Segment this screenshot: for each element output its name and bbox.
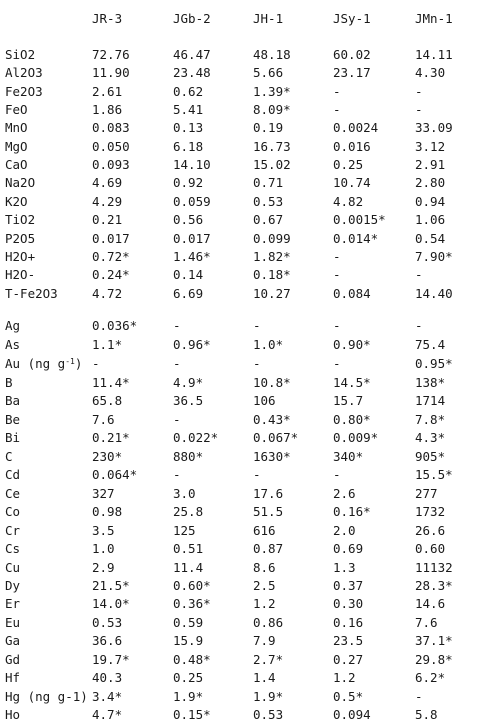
row-label: Fe2O3 — [5, 83, 43, 99]
cell-jgb2: 0.96* — [173, 337, 211, 353]
cell-jr3: 0.53 — [92, 614, 123, 630]
cell-jsy1: 0.084 — [333, 285, 371, 301]
cell-jsy1: 0.16 — [333, 614, 364, 630]
cell-jh1: 2.5 — [253, 577, 276, 593]
cell-jr3: 0.064* — [92, 467, 138, 483]
row-label: B — [5, 375, 13, 390]
cell-jh1: 7.9 — [253, 633, 276, 649]
cell-jgb2: 0.59 — [173, 614, 204, 630]
table-row — [0, 392, 478, 410]
row-label: MnO — [5, 120, 28, 136]
row-label: FeO — [5, 102, 28, 118]
cell-jr3: 11.4* — [92, 375, 130, 390]
cell-jsy1: 4.82 — [333, 193, 364, 209]
cell-jgb2: 14.10 — [173, 157, 211, 173]
cell-jmn1: 7.90* — [415, 248, 453, 264]
cell-jmn1: 14.6 — [415, 596, 446, 612]
row-label: C — [5, 448, 13, 464]
cell-jsy1: 0.0015* — [333, 212, 386, 228]
cell-jr3: 0.050 — [92, 138, 130, 154]
cell-jr3: 0.21* — [92, 430, 130, 446]
cell-jsy1: 0.90* — [333, 337, 371, 353]
table-row — [0, 317, 478, 335]
cell-jsy1: - — [333, 356, 341, 371]
cell-jr3: 4.69 — [92, 175, 123, 191]
cell-jh1: 10.27 — [253, 285, 291, 301]
cell-jh1: 51.5 — [253, 504, 284, 520]
column-header-jh1: JH-1 — [253, 11, 284, 26]
cell-jh1: 0.87 — [253, 541, 284, 557]
table-row — [0, 632, 478, 650]
table-row — [0, 266, 478, 284]
cell-jmn1: 29.8* — [415, 651, 453, 667]
cell-jr3: 0.093 — [92, 157, 130, 173]
row-label: Al2O3 — [5, 65, 43, 81]
row-label: Gd — [5, 651, 21, 667]
column-header-jmn1: JMn-1 — [415, 11, 453, 26]
cell-jh1: 0.43* — [253, 411, 291, 427]
cell-jmn1: 4.3* — [415, 430, 446, 446]
cell-jh1: 0.67 — [253, 212, 284, 228]
cell-jmn1: 3.12 — [415, 138, 446, 154]
cell-jsy1: 60.02 — [333, 47, 371, 62]
table-row — [0, 83, 478, 101]
cell-jmn1: 7.8* — [415, 411, 446, 427]
row-label: P2O5 — [5, 230, 36, 246]
cell-jsy1: 2.0 — [333, 522, 356, 538]
table-row — [0, 503, 478, 521]
cell-jgb2: 880* — [173, 448, 204, 464]
cell-jr3: 36.6 — [92, 633, 123, 649]
table-row — [0, 429, 478, 447]
cell-jsy1: - — [333, 467, 341, 483]
cell-jmn1: 14.11 — [415, 47, 453, 62]
cell-jh1: 1.0* — [253, 337, 284, 353]
cell-jh1: 0.53 — [253, 707, 284, 723]
row-label: K2O — [5, 193, 28, 209]
table-row-au — [0, 355, 478, 373]
cell-jgb2: 0.25 — [173, 670, 204, 686]
cell-jmn1: 1714 — [415, 393, 446, 409]
row-label: Na2O — [5, 175, 36, 191]
row-label: Er — [5, 596, 21, 612]
row-label: Cu — [5, 559, 21, 575]
table-row — [0, 577, 478, 595]
cell-jr3: 3.5 — [92, 522, 115, 538]
cell-jr3: 40.3 — [92, 670, 123, 686]
cell-jsy1: 0.5* — [333, 688, 364, 704]
cell-jh1: 0.86 — [253, 614, 284, 630]
row-label: Cd — [5, 467, 21, 483]
row-label: Cr — [5, 522, 21, 538]
cell-jsy1: 0.009* — [333, 430, 379, 446]
cell-jsy1: - — [333, 318, 341, 333]
header-row — [0, 10, 478, 28]
cell-jmn1: 14.40 — [415, 285, 453, 301]
au-label-end: ) — [74, 356, 83, 371]
cell-jsy1: - — [333, 83, 341, 99]
cell-jh1: 1.82* — [253, 248, 291, 264]
table-row — [0, 614, 478, 632]
table-row — [0, 374, 478, 392]
cell-jmn1: 2.91 — [415, 157, 446, 173]
cell-jh1: 17.6 — [253, 485, 284, 501]
cell-jh1: 616 — [253, 522, 276, 538]
cell-jh1: 8.6 — [253, 559, 276, 575]
cell-jh1: 1.9* — [253, 688, 284, 704]
cell-jsy1: 1.2 — [333, 670, 356, 686]
cell-jgb2: - — [173, 467, 181, 483]
cell-jmn1: 7.6 — [415, 614, 438, 630]
table-row — [0, 669, 478, 687]
table-row — [0, 448, 478, 466]
cell-jgb2: - — [173, 318, 181, 333]
cell-jmn1: 37.1* — [415, 633, 453, 649]
cell-jsy1: 0.69 — [333, 541, 364, 557]
cell-jmn1: 905* — [415, 448, 446, 464]
cell-jr3: 0.083 — [92, 120, 130, 136]
cell-jgb2: 0.059 — [173, 193, 211, 209]
table-row — [0, 466, 478, 484]
table-row — [0, 485, 478, 503]
cell-jr3: 0.24* — [92, 267, 130, 283]
cell-jsy1: - — [333, 102, 341, 118]
cell-jgb2: 15.9 — [173, 633, 204, 649]
cell-jmn1: 33.09 — [415, 120, 453, 136]
cell-jr3: 230* — [92, 448, 123, 464]
cell-jsy1: 0.094 — [333, 707, 371, 723]
cell-jmn1: 0.95* — [415, 356, 453, 371]
table-row — [0, 651, 478, 669]
table-row — [0, 64, 478, 82]
cell-jsy1: 0.37 — [333, 577, 364, 593]
row-label: Ba — [5, 393, 21, 409]
cell-jh1: 8.09* — [253, 102, 291, 118]
row-label: SiO2 — [5, 47, 36, 62]
cell-jh1: 0.067* — [253, 430, 299, 446]
cell-jmn1: - — [415, 267, 423, 283]
cell-jsy1: 14.5* — [333, 375, 371, 390]
cell-jh1: - — [253, 467, 261, 483]
cell-jgb2: 23.48 — [173, 65, 211, 81]
cell-jgb2: 46.47 — [173, 47, 211, 62]
cell-jgb2: 1.46* — [173, 248, 211, 264]
table-row — [0, 559, 478, 577]
cell-jh1: 1.4 — [253, 670, 276, 686]
cell-jgb2: 0.15* — [173, 707, 211, 723]
table-row — [0, 101, 478, 119]
table-row — [0, 540, 478, 558]
cell-jh1: 0.18* — [253, 267, 291, 283]
cell-jh1: 0.19 — [253, 120, 284, 136]
cell-jsy1: 0.0024 — [333, 120, 379, 136]
table-row — [0, 706, 478, 724]
row-label: Ga — [5, 633, 21, 649]
table-row — [0, 411, 478, 429]
table-row — [0, 156, 478, 174]
row-label: T-Fe2O3 — [5, 285, 58, 301]
row-label: TiO2 — [5, 212, 36, 228]
cell-jmn1: - — [415, 318, 423, 333]
cell-jmn1: 4.30 — [415, 65, 446, 81]
table-row — [0, 174, 478, 192]
cell-jr3: 3.4* — [92, 688, 123, 704]
cell-jmn1: 26.6 — [415, 522, 446, 538]
cell-jgb2: 6.69 — [173, 285, 204, 301]
cell-jgb2: 0.51 — [173, 541, 204, 557]
cell-jsy1: 0.014* — [333, 230, 379, 246]
cell-jgb2: 0.14 — [173, 267, 204, 283]
cell-jr3: 21.5* — [92, 577, 130, 593]
table-row — [0, 46, 478, 64]
cell-jh1: - — [253, 356, 261, 371]
cell-jmn1: 75.4 — [415, 337, 446, 353]
cell-jsy1: 0.16* — [333, 504, 371, 520]
row-label: H2O+ — [5, 248, 36, 264]
cell-jgb2: 1.9* — [173, 688, 204, 704]
row-label: Eu — [5, 614, 21, 630]
cell-jr3: 327 — [92, 485, 115, 501]
cell-jh1: 48.18 — [253, 47, 291, 62]
row-label: Hf — [5, 670, 21, 686]
cell-jr3: 0.72* — [92, 248, 130, 264]
table-row — [0, 336, 478, 354]
table-row — [0, 595, 478, 613]
cell-jmn1: 2.80 — [415, 175, 446, 191]
cell-jgb2: - — [173, 356, 181, 371]
cell-jr3: 0.21 — [92, 212, 123, 228]
column-header-jgb2: JGb-2 — [173, 11, 211, 26]
table-row — [0, 688, 478, 706]
cell-jmn1: 1.06 — [415, 212, 446, 228]
row-label: Co — [5, 504, 21, 520]
cell-jr3: 11.90 — [92, 65, 130, 81]
cell-jr3: 4.7* — [92, 707, 123, 723]
row-label: Hg (ng g-1) — [5, 688, 88, 704]
cell-jr3: 4.72 — [92, 285, 123, 301]
cell-jmn1: - — [415, 83, 423, 99]
cell-jmn1: 5.8 — [415, 707, 438, 723]
row-label: Ho — [5, 707, 21, 723]
cell-jmn1: 6.2* — [415, 670, 446, 686]
cell-jr3: 7.6 — [92, 411, 115, 427]
cell-jsy1: 1.3 — [333, 559, 356, 575]
table-row — [0, 522, 478, 540]
cell-jh1: 10.8* — [253, 375, 291, 390]
cell-jgb2: 6.18 — [173, 138, 204, 154]
cell-jgb2: 125 — [173, 522, 196, 538]
cell-jh1: 5.66 — [253, 65, 284, 81]
cell-jr3: 1.1* — [92, 337, 123, 353]
cell-jgb2: 0.60* — [173, 577, 211, 593]
cell-jmn1: 138* — [415, 375, 446, 390]
cell-jmn1: 0.94 — [415, 193, 446, 209]
cell-jgb2: 0.56 — [173, 212, 204, 228]
cell-jh1: 1.39* — [253, 83, 291, 99]
cell-jgb2: 25.8 — [173, 504, 204, 520]
cell-jgb2: 0.62 — [173, 83, 204, 99]
table-row — [0, 119, 478, 137]
cell-jr3: 72.76 — [92, 47, 130, 62]
cell-jsy1: 0.30 — [333, 596, 364, 612]
au-label-exponent: -1 — [65, 357, 75, 366]
cell-jmn1: 1732 — [415, 504, 446, 520]
cell-jsy1: 0.016 — [333, 138, 371, 154]
cell-jh1: 15.02 — [253, 157, 291, 173]
cell-jgb2: 4.9* — [173, 375, 204, 390]
cell-jgb2: 3.0 — [173, 485, 196, 501]
cell-jh1: 0.099 — [253, 230, 291, 246]
cell-jsy1: 15.7 — [333, 393, 364, 409]
table-row — [0, 138, 478, 156]
cell-jr3: 65.8 — [92, 393, 123, 409]
cell-jmn1: 0.54 — [415, 230, 446, 246]
table-row — [0, 248, 478, 266]
row-label: Ag — [5, 318, 21, 333]
cell-jh1: 2.7* — [253, 651, 284, 667]
cell-jmn1: 11132 — [415, 559, 453, 575]
column-header-jr3: JR-3 — [92, 11, 123, 26]
table-row — [0, 230, 478, 248]
cell-jgb2: - — [173, 411, 181, 427]
cell-jmn1: 15.5* — [415, 467, 453, 483]
au-label-text: Au (ng g — [5, 356, 66, 371]
cell-jr3: - — [92, 356, 100, 371]
cell-jr3: 19.7* — [92, 651, 130, 667]
row-label — [5, 355, 82, 373]
table-row — [0, 211, 478, 229]
cell-jgb2: 0.13 — [173, 120, 204, 136]
row-label: Be — [5, 411, 21, 427]
cell-jgb2: 0.48* — [173, 651, 211, 667]
cell-jr3: 1.86 — [92, 102, 123, 118]
row-label: CaO — [5, 157, 28, 173]
row-label: Dy — [5, 577, 21, 593]
cell-jr3: 0.017 — [92, 230, 130, 246]
cell-jgb2: 0.92 — [173, 175, 204, 191]
cell-jsy1: 0.27 — [333, 651, 364, 667]
table-row — [0, 285, 478, 303]
row-label: Bi — [5, 430, 21, 446]
cell-jgb2: 0.022* — [173, 430, 219, 446]
row-label: Ce — [5, 485, 21, 501]
cell-jr3: 2.9 — [92, 559, 115, 575]
cell-jsy1: 0.25 — [333, 157, 364, 173]
cell-jsy1: 2.6 — [333, 485, 356, 501]
table-row — [0, 193, 478, 211]
cell-jsy1: 340* — [333, 448, 364, 464]
cell-jsy1: 10.74 — [333, 175, 371, 191]
cell-jgb2: 5.41 — [173, 102, 204, 118]
cell-jsy1: 23.17 — [333, 65, 371, 81]
cell-jh1: - — [253, 318, 261, 333]
cell-jmn1: 277 — [415, 485, 438, 501]
cell-jh1: 1.2 — [253, 596, 276, 612]
row-label: As — [5, 337, 21, 353]
column-header-jsy1: JSy-1 — [333, 11, 371, 26]
cell-jh1: 106 — [253, 393, 276, 409]
cell-jr3: 4.29 — [92, 193, 123, 209]
cell-jgb2: 36.5 — [173, 393, 204, 409]
cell-jgb2: 0.36* — [173, 596, 211, 612]
cell-jh1: 1630* — [253, 448, 291, 464]
cell-jr3: 14.0* — [92, 596, 130, 612]
cell-jgb2: 0.017 — [173, 230, 211, 246]
cell-jmn1: 0.60 — [415, 541, 446, 557]
cell-jh1: 0.71 — [253, 175, 284, 191]
cell-jmn1: 28.3* — [415, 577, 453, 593]
cell-jmn1: - — [415, 102, 423, 118]
cell-jmn1: - — [415, 688, 423, 704]
cell-jsy1: - — [333, 248, 341, 264]
cell-jsy1: 0.80* — [333, 411, 371, 427]
cell-jgb2: 11.4 — [173, 559, 204, 575]
cell-jr3: 0.036* — [92, 318, 138, 333]
cell-jsy1: - — [333, 267, 341, 283]
row-label: MgO — [5, 138, 28, 154]
cell-jr3: 0.98 — [92, 504, 123, 520]
cell-jr3: 1.0 — [92, 541, 115, 557]
row-label: H2O- — [5, 267, 36, 283]
row-label: Cs — [5, 541, 21, 557]
cell-jsy1: 23.5 — [333, 633, 364, 649]
cell-jr3: 2.61 — [92, 83, 123, 99]
cell-jh1: 16.73 — [253, 138, 291, 154]
cell-jh1: 0.53 — [253, 193, 284, 209]
